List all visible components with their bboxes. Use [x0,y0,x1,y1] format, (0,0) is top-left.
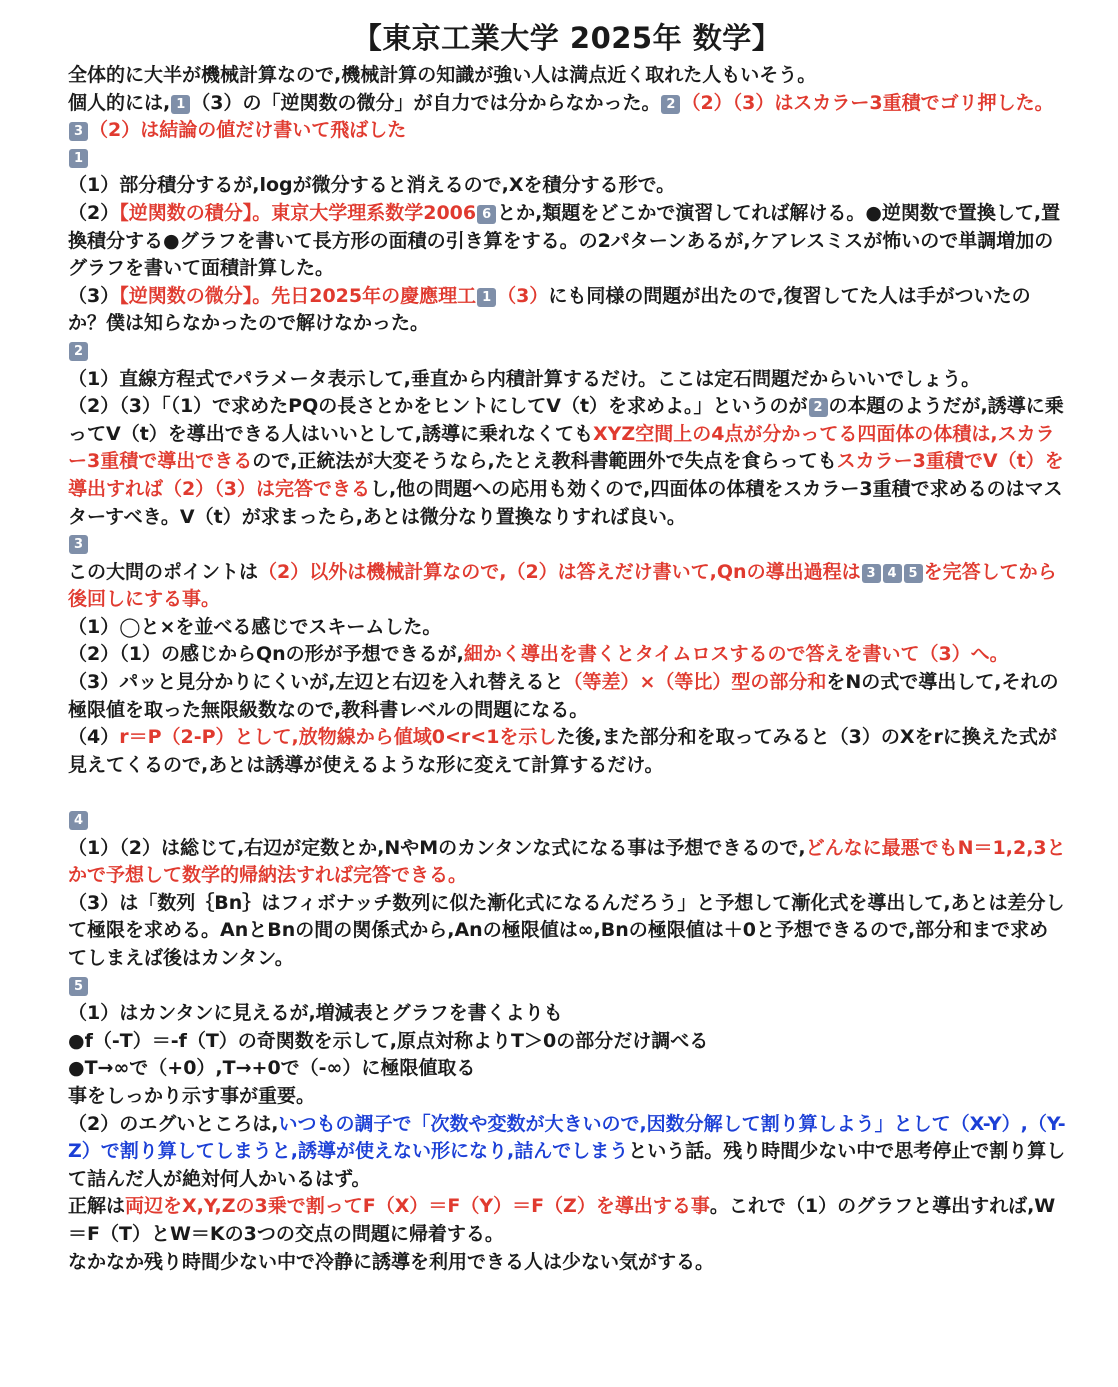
text: （2）（1）の感じからQnの形が予想できるが, [68,643,464,666]
keycap-2-icon: 2 [809,398,828,417]
text: という話。残り時間少ない中で思考停止で割り算して詰んだ人が絶対何人かいるはず。 [68,1140,1066,1190]
text: （3） [68,284,120,307]
text: （4） [68,726,120,749]
section-4-header [68,807,1066,835]
intro-line-1: 全体的に大半が機械計算なので,機械計算の知識が強い人は満点近く取れた人もいそう。 [68,64,817,86]
text: （3）パッと見分かりにくいが,左辺と右辺を入れ替えると [68,671,564,694]
highlight: r＝P（2-P）として,放物線から値域0<r<1を示し [119,726,557,749]
s5-para-4: 事をしっかり示す事が重要。 [68,1084,316,1107]
text: ので,正統法が大変そうなら,たとえ教科書範囲外で失点を食らっても [252,450,837,473]
text: （2）のエグいところは, [68,1112,279,1135]
s5-para-5 [68,1111,1066,1194]
highlight: スカラー3重積でV（t）を導出すれば（2）（3）は完答できる [68,450,1064,500]
text: し,他の問題への応用も効くので,四面体の体積をスカラー3重積で求めるのはマスターすべき。V（t）が求まったら,あとは微分なり置換なりすれば良い。 [68,477,1063,528]
keycap-6-icon: 6 [477,205,496,224]
highlight: 【逆関数の微分】。先日2025年の慶應理工 [119,284,477,307]
s5-para-6 [68,1193,1066,1248]
keycap-1-icon: 1 [477,288,496,307]
highlight: 両辺をX,Y,Zの3乗で割ってF（X）＝F（Y）＝F（Z）を導出する事 [125,1195,710,1218]
s3-para-5 [68,724,1066,779]
s3-para-3 [68,641,1066,669]
s1-para-3 [68,283,1066,338]
text: の本題のようだが,誘導に乗ってV（t）を導出できる人はいいとして,誘導に乗れなくても [68,395,1064,445]
highlight: （3） [497,284,549,307]
keycap-2-icon: 2 [661,95,680,114]
keycap-3-icon: 3 [69,122,88,141]
s3-para-2: （1）◯と×を並べる感じでスキームした。 [68,615,442,638]
intro-highlight: （2）（3）はスカラー3重積でゴリ押した。 [681,91,1054,114]
section-1-header [68,145,1066,173]
keycap-1-icon: 1 [69,149,88,168]
page-title: 【東京工業大学 2025年 数学】 [352,21,782,55]
blue-highlight: いつもの調子で「次数や変数が大きいので,因数分解して割り算しよう」として（X-Y）,（Y-Z）で割り算してしまうと,誘導が使えない形になり,詰んでしまう [68,1112,1066,1163]
highlight: XYZ空間上の4点が分かってる四面体の体積は,スカラー3重積で導出できる [68,422,1055,473]
highlight: を完答してから後回しにする事。 [68,560,1057,611]
section-2-header [68,338,1066,366]
highlight: （等差）×（等比）型の部分和 [563,671,827,694]
text: 。これで（1）のグラフと導出すれば,W＝F（T）とW＝Kの3つの交点の問題に帰着する。 [68,1195,1056,1245]
text: （1）（2）は総じて,右辺が定数とか,NやMのカンタンな式になる事は予想できるので, [68,836,806,859]
intro-text: （3）の「逆関数の微分」が自力では分からなかった。 [191,91,661,114]
s3-para-1 [68,559,1066,614]
keycap-5-icon: 5 [904,564,923,583]
text: （2） [68,201,120,224]
text: た後,また部分和を取ってみると（3）のXをrに換えた式が見えてくるので,あとは誘導が使えるような形に変えて計算するだけ。 [68,726,1057,776]
keycap-4-icon: 4 [69,811,88,830]
highlight: どんなに最悪でもN＝1,2,3とかで予想して数学的帰納法すれば完答できる。 [68,836,1066,887]
s4-para-2: （3）は「数列｛Bn｝はフィボナッチ数列に似た漸化式になるんだろう」と予想して漸化式を導出して,あとは差分して極限を求める。AnとBnの間の関係式から,Anの極限値は∞,Bnの極限値は＋0と予想できるので,部分和まで求めてしまえば後はカンタン。 [68,891,1065,969]
keycap-4-icon: 4 [883,564,902,583]
highlight: 細かく導出を書くとタイムロスするので答えを書いて（3）へ。 [463,643,1009,666]
keycap-5-icon: 5 [69,977,88,996]
text: とか,類題をどこかで演習してれば解ける。●逆関数で置換して,置換積分する●グラフを書いて長方形の面積の引き算をする。の2パターンあるが,ケアレスミスが怖いので単調増加のグラフを書いて面積計算した。 [68,201,1061,280]
s5-para-3: ●T→∞で（+0）,T→+0で（-∞）に極限値取る [68,1057,476,1080]
section-3-header [68,531,1066,559]
text: をNの式で導出して,それの極限値を取った無限級数なので,教科書レベルの問題になる。 [68,671,1059,721]
text: にも同様の問題が出たので,復習してた人は手がついたのか？僕は知らなかったので解けなかった。 [68,284,1031,335]
section-5-header [68,973,1066,1001]
s1-para-1: （1）部分積分するが,logが微分すると消えるので,Xを積分する形で。 [68,174,676,197]
document-body [68,62,1066,1276]
s5-para-7: なかなか残り時間少ない中で冷静に誘導を利用できる人は少ない気がする。 [68,1250,715,1273]
spacer [68,779,1066,807]
s5-para-2: ●f（-T）＝-f（T）の奇関数を示して,原点対称よりT＞0の部分だけ調べる [68,1029,709,1052]
intro-text: 個人的には, [68,91,171,114]
keycap-3-icon: 3 [69,535,88,554]
highlight: 【逆関数の積分】。東京大学理系数学2006 [119,201,477,224]
intro-line-2 [68,90,1066,145]
highlight: （2）以外は機械計算なので,（2）は答えだけ書いて,Qnの導出過程は [258,560,861,583]
s2-para-2 [68,393,1066,531]
s4-para-1 [68,835,1066,890]
s2-para-1: （1）直線方程式でパラメータ表示して,垂直から内積計算するだけ。ここは定石問題だからいいでしょう。 [68,367,981,390]
keycap-3-icon: 3 [862,564,881,583]
s1-para-2 [68,200,1066,283]
text: この大問のポイントは [68,560,259,583]
s3-para-4 [68,669,1066,724]
keycap-1-icon: 1 [171,95,190,114]
text: （2）（3）「（1）で求めたPQの長さとかをヒントにしてV（t）を求めよ。」というのが [68,395,808,418]
keycap-2-icon: 2 [69,342,88,361]
text: 正解は [68,1195,126,1218]
s5-para-1: （1）はカンタンに見えるが,増減表とグラフを書くよりも [68,1002,563,1025]
intro-highlight: （2）は結論の値だけ書いて飛ばした [89,119,407,142]
